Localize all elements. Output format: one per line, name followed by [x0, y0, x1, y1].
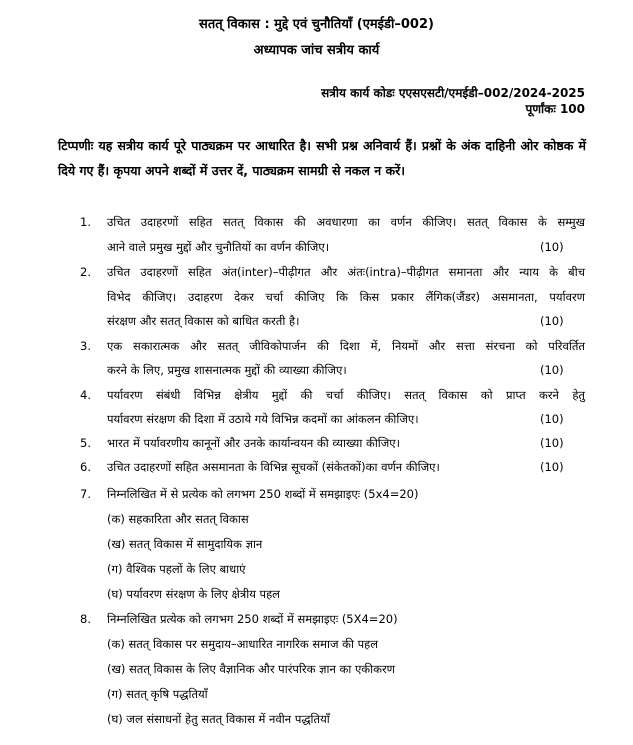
question-text-line: निम्नलिखित में से प्रत्येक को लगभग 250 शब्दों में समझाइएः (5x4=20)	[107, 487, 419, 501]
question-text-line: पर्यावरण संबंधी विभिन्न क्षेत्रीय मुद्दों की चर्चा कीजिए। सतत् विकास को प्राप्त करने हेतु	[107, 388, 585, 402]
question-text-line: भारत में पर्यावरणीय कानूनों और उनके कार्यान्वयन की व्याख्या कीजिए।	[107, 436, 401, 450]
document-subtitle: अध्यापक जांच सत्रीय कार्य	[253, 43, 380, 58]
question-number: 1.	[80, 215, 91, 229]
question-text-line: निम्नलिखित प्रत्येक को लगभग 250 शब्दों में समझाइएः (5X4=20)	[107, 612, 398, 626]
question-marks: (10)	[540, 436, 564, 450]
sub-question: (ख) सतत् विकास के लिए वैज्ञानिक और पारंपरिक ज्ञान का एकीकरण	[107, 662, 395, 676]
question-text-line: एक सकारात्मक और सतत् जीविकोपार्जन की दिशा में, नियमों और सत्ता संरचना को परिवर्तित	[107, 339, 585, 353]
question-marks: (10)	[540, 460, 564, 474]
sub-question: (ग) सतत् कृषि पद्धतियाँ	[107, 687, 208, 701]
question-number: 5.	[80, 436, 91, 450]
sub-question: (ग) वैश्विक पहलों के लिए बाधाएं	[107, 562, 246, 576]
question-number: 7.	[80, 487, 91, 501]
assignment-code: सत्रीय कार्य कोडः एएसएसटी/एमईडी–002/2024-2025	[321, 86, 585, 100]
question-marks: (10)	[540, 363, 564, 377]
question-text-line: उचित उदाहरणों सहित सतत् विकास की अवधारणा का वर्णन कीजिए। सतत् विकास के सम्मुख	[107, 215, 585, 229]
question-marks: (10)	[540, 314, 564, 328]
question-text-line: आने वाले प्रमुख मुद्दों और चुनौतियों का वर्णन कीजिए।	[107, 240, 330, 254]
question-marks: (10)	[540, 412, 564, 426]
question-marks: (10)	[540, 240, 564, 254]
full-marks: पूर्णांकः 100	[525, 102, 585, 116]
question-text-line: उचित उदाहरणों सहित अंत(inter)–पीढ़ीगत और अंतः(intra)–पीढ़ीगत समानता और न्याय के बीच	[107, 265, 585, 279]
question-number: 8.	[80, 612, 91, 626]
question-text-line: संरक्षण और सतत् विकास को बाधित करती है।	[107, 314, 300, 328]
question-number: 3.	[80, 339, 91, 353]
question-text-line: पर्यावरण संरक्षण की दिशा में उठाये गये विभिन्न कदमों का आंकलन कीजिए।	[107, 412, 419, 426]
question-text-line: उचित उदाहरणों सहित असमानता के विभिन्न सूचकों (संकेतकों)का वर्णन कीजिए।	[107, 460, 440, 474]
sub-question: (क) सतत् विकास पर समुदाय–आधारित नागरिक समाज की पहल	[107, 637, 379, 651]
sub-question: (ख) सतत् विकास में सामुदायिक ज्ञान	[107, 537, 263, 551]
question-text-line: विभेद कीजिए। उदाहरण देकर चर्चा कीजिए कि किस प्रकार लैंगिक(जैंडर) असमानता, पर्यावरण	[107, 290, 585, 304]
question-number: 4.	[80, 388, 91, 402]
question-text-line: करने के लिए, प्रमुख शासनात्मक मुद्दों की व्याख्या कीजिए।	[107, 363, 347, 377]
sub-question: (क) सहकारिता और सतत् विकास	[107, 512, 249, 526]
sub-question: (घ) पर्यावरण संरक्षण के लिए क्षेत्रीय पहल	[107, 587, 280, 601]
document-title: सतत् विकास : मुद्दे एवं चुनौतियाँ (एमईडी–002)	[199, 17, 434, 32]
question-number: 2.	[80, 265, 91, 279]
sub-question: (घ) जल संसाधनों हेतु सतत् विकास में नवीन पद्धतियाँ	[107, 712, 330, 726]
question-number: 6.	[80, 460, 91, 474]
instructions-note: टिप्पणीः यह सत्रीय कार्य पूरे पाठ्यक्रम पर आधारित है। सभी प्रश्न अनिवार्य हैं। प्रश्नों के अंक दाहिनी ओर कोष्ठक में दिये गए हैं। कृपया अपने शब्दों में उत्तर दें, पाठ्यक्रम सामग्री से नकल न करें।	[58, 138, 586, 178]
